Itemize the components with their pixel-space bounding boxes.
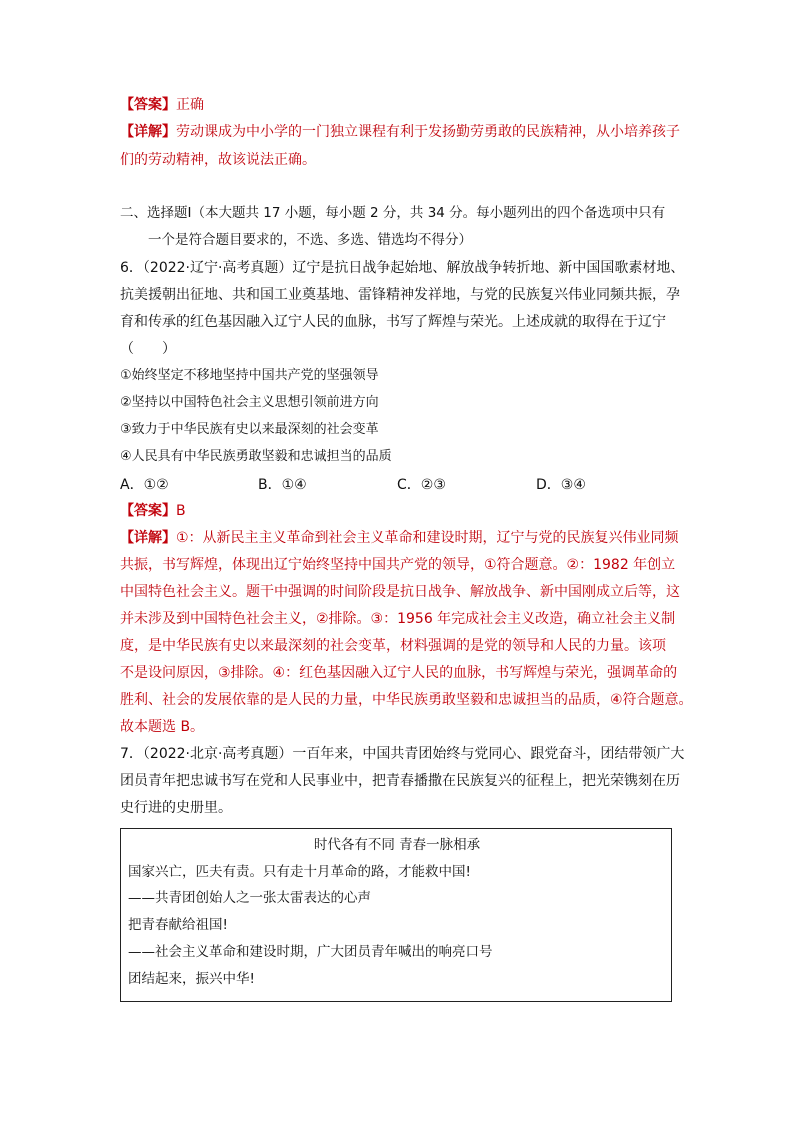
- material-box-title: 时代各有不同 青春一脉相承: [313, 837, 481, 853]
- answer-value: B: [176, 503, 186, 519]
- detail-text: 劳动课成为中小学的一门独立课程有利于发扬勤劳勇敢的民族精神，从小培养孩子: [176, 124, 680, 140]
- q6-statement-2: ②坚持以中国特色社会主义思想引领前进方向: [120, 395, 379, 410]
- q6-statement-3: ③致力于中华民族有史以来最深刻的社会变革: [120, 422, 379, 437]
- q6-detail-line-3: 中国特色社会主义。题干中强调的时间阶段是抗日战争、解放战争、新中国刚成立后等，这: [120, 584, 680, 600]
- q6-stem-line-2: 抗美援朝出征地、共和国工业奠基地、雷锋精神发祥地，与党的民族复兴伟业同频共振，孕: [120, 287, 680, 303]
- answer-tag: 【答案】: [120, 97, 176, 113]
- detail-text: ①：从新民主主义革命到社会主义革命和建设时期，辽宁与党的民族复兴伟业同频: [176, 530, 679, 546]
- material-box-line-4: ——社会主义革命和建设时期，广大团员青年喊出的响亮口号: [128, 944, 493, 960]
- q7-stem-line-2: 团员青年把忠诚书写在党和人民事业中，把青春播撒在民族复兴的征程上，把光荣镌刻在历: [120, 773, 680, 789]
- q7-stem-line-3: 史行进的史册里。: [120, 800, 232, 816]
- q6-stem-line-1: 6．（2022·辽宁·高考真题）辽宁是抗日战争起始地、解放战争转折地、新中国国歌素材地、: [120, 260, 685, 276]
- prev-detail-line-2: 们的劳动精神，故该说法正确。: [120, 152, 316, 168]
- prev-detail-line-1: [120, 123, 680, 141]
- material-box: [120, 828, 672, 1002]
- section-header-line-1: 二、选择题Ⅰ（本大题共 17 小题，每小题 2 分，共 34 分。每小题列出的四个备选项中只有: [120, 205, 666, 221]
- q6-detail-line-8: 故本题选 B。: [120, 719, 205, 735]
- section-header-line-2: 一个是符合题目要求的，不选、多选、错选均不得分）: [148, 232, 472, 248]
- q6-statement-1: ①始终坚定不移地坚持中国共产党的坚强领导: [120, 368, 379, 383]
- q7-stem-line-1: 7．（2022·北京·高考真题）一百年来，中国共青团始终与党同心、跟党奋斗，团结带领广大: [120, 746, 685, 762]
- q6-option-c: C．②③: [397, 477, 446, 493]
- q6-stem-line-4: （ ）: [120, 341, 176, 357]
- q6-detail-line-2: 共振，书写辉煌，体现出辽宁始终坚持中国共产党的领导，①符合题意。②：1982 年创立: [120, 557, 676, 573]
- q6-stem-line-3: 育和传承的红色基因融入辽宁人民的血脉，书写了辉煌与荣光。上述成就的取得在于辽宁: [120, 314, 666, 330]
- material-box-line-3: 把青春献给祖国!: [128, 917, 228, 933]
- prev-answer-line: [120, 96, 680, 114]
- answer-value: 正确: [176, 97, 204, 113]
- detail-tag: 【详解】: [120, 124, 176, 140]
- q6-detail-line-6: 不是设问原因，③排除。④：红色基因融入辽宁人民的血脉，书写辉煌与荣光，强调革命的: [120, 665, 678, 681]
- q6-detail-line-4: 并未涉及到中国特色社会主义，②排除。③：1956 年完成社会主义改造，确立社会主义制: [120, 611, 676, 627]
- detail-tag: 【详解】: [120, 530, 176, 546]
- q6-answer-line: [120, 502, 680, 520]
- answer-tag: 【答案】: [120, 503, 176, 519]
- q6-option-a: A．①②: [120, 477, 169, 493]
- q6-option-d: D．③④: [536, 477, 586, 493]
- material-box-line-2: ——共青团创始人之一张太雷表达的心声: [128, 890, 371, 906]
- material-box-line-1: 国家兴亡，匹夫有责。只有走十月革命的路，才能救中国!: [128, 864, 471, 880]
- q6-detail-line-7: 胜利、社会的发展依靠的是人民的力量，中华民族勇敢坚毅和忠诚担当的品质，④符合题意。: [120, 692, 693, 708]
- material-box-line-5: 团结起来，振兴中华!: [128, 971, 255, 987]
- q6-statement-4: ④人民具有中华民族勇敢坚毅和忠诚担当的品质: [120, 449, 392, 464]
- q6-detail-line-5: 度，是中华民族有史以来最深刻的社会变革，材料强调的是党的领导和人民的力量。该项: [120, 638, 666, 654]
- q6-detail-line-1: [120, 529, 680, 547]
- q6-option-b: B．①④: [258, 477, 307, 493]
